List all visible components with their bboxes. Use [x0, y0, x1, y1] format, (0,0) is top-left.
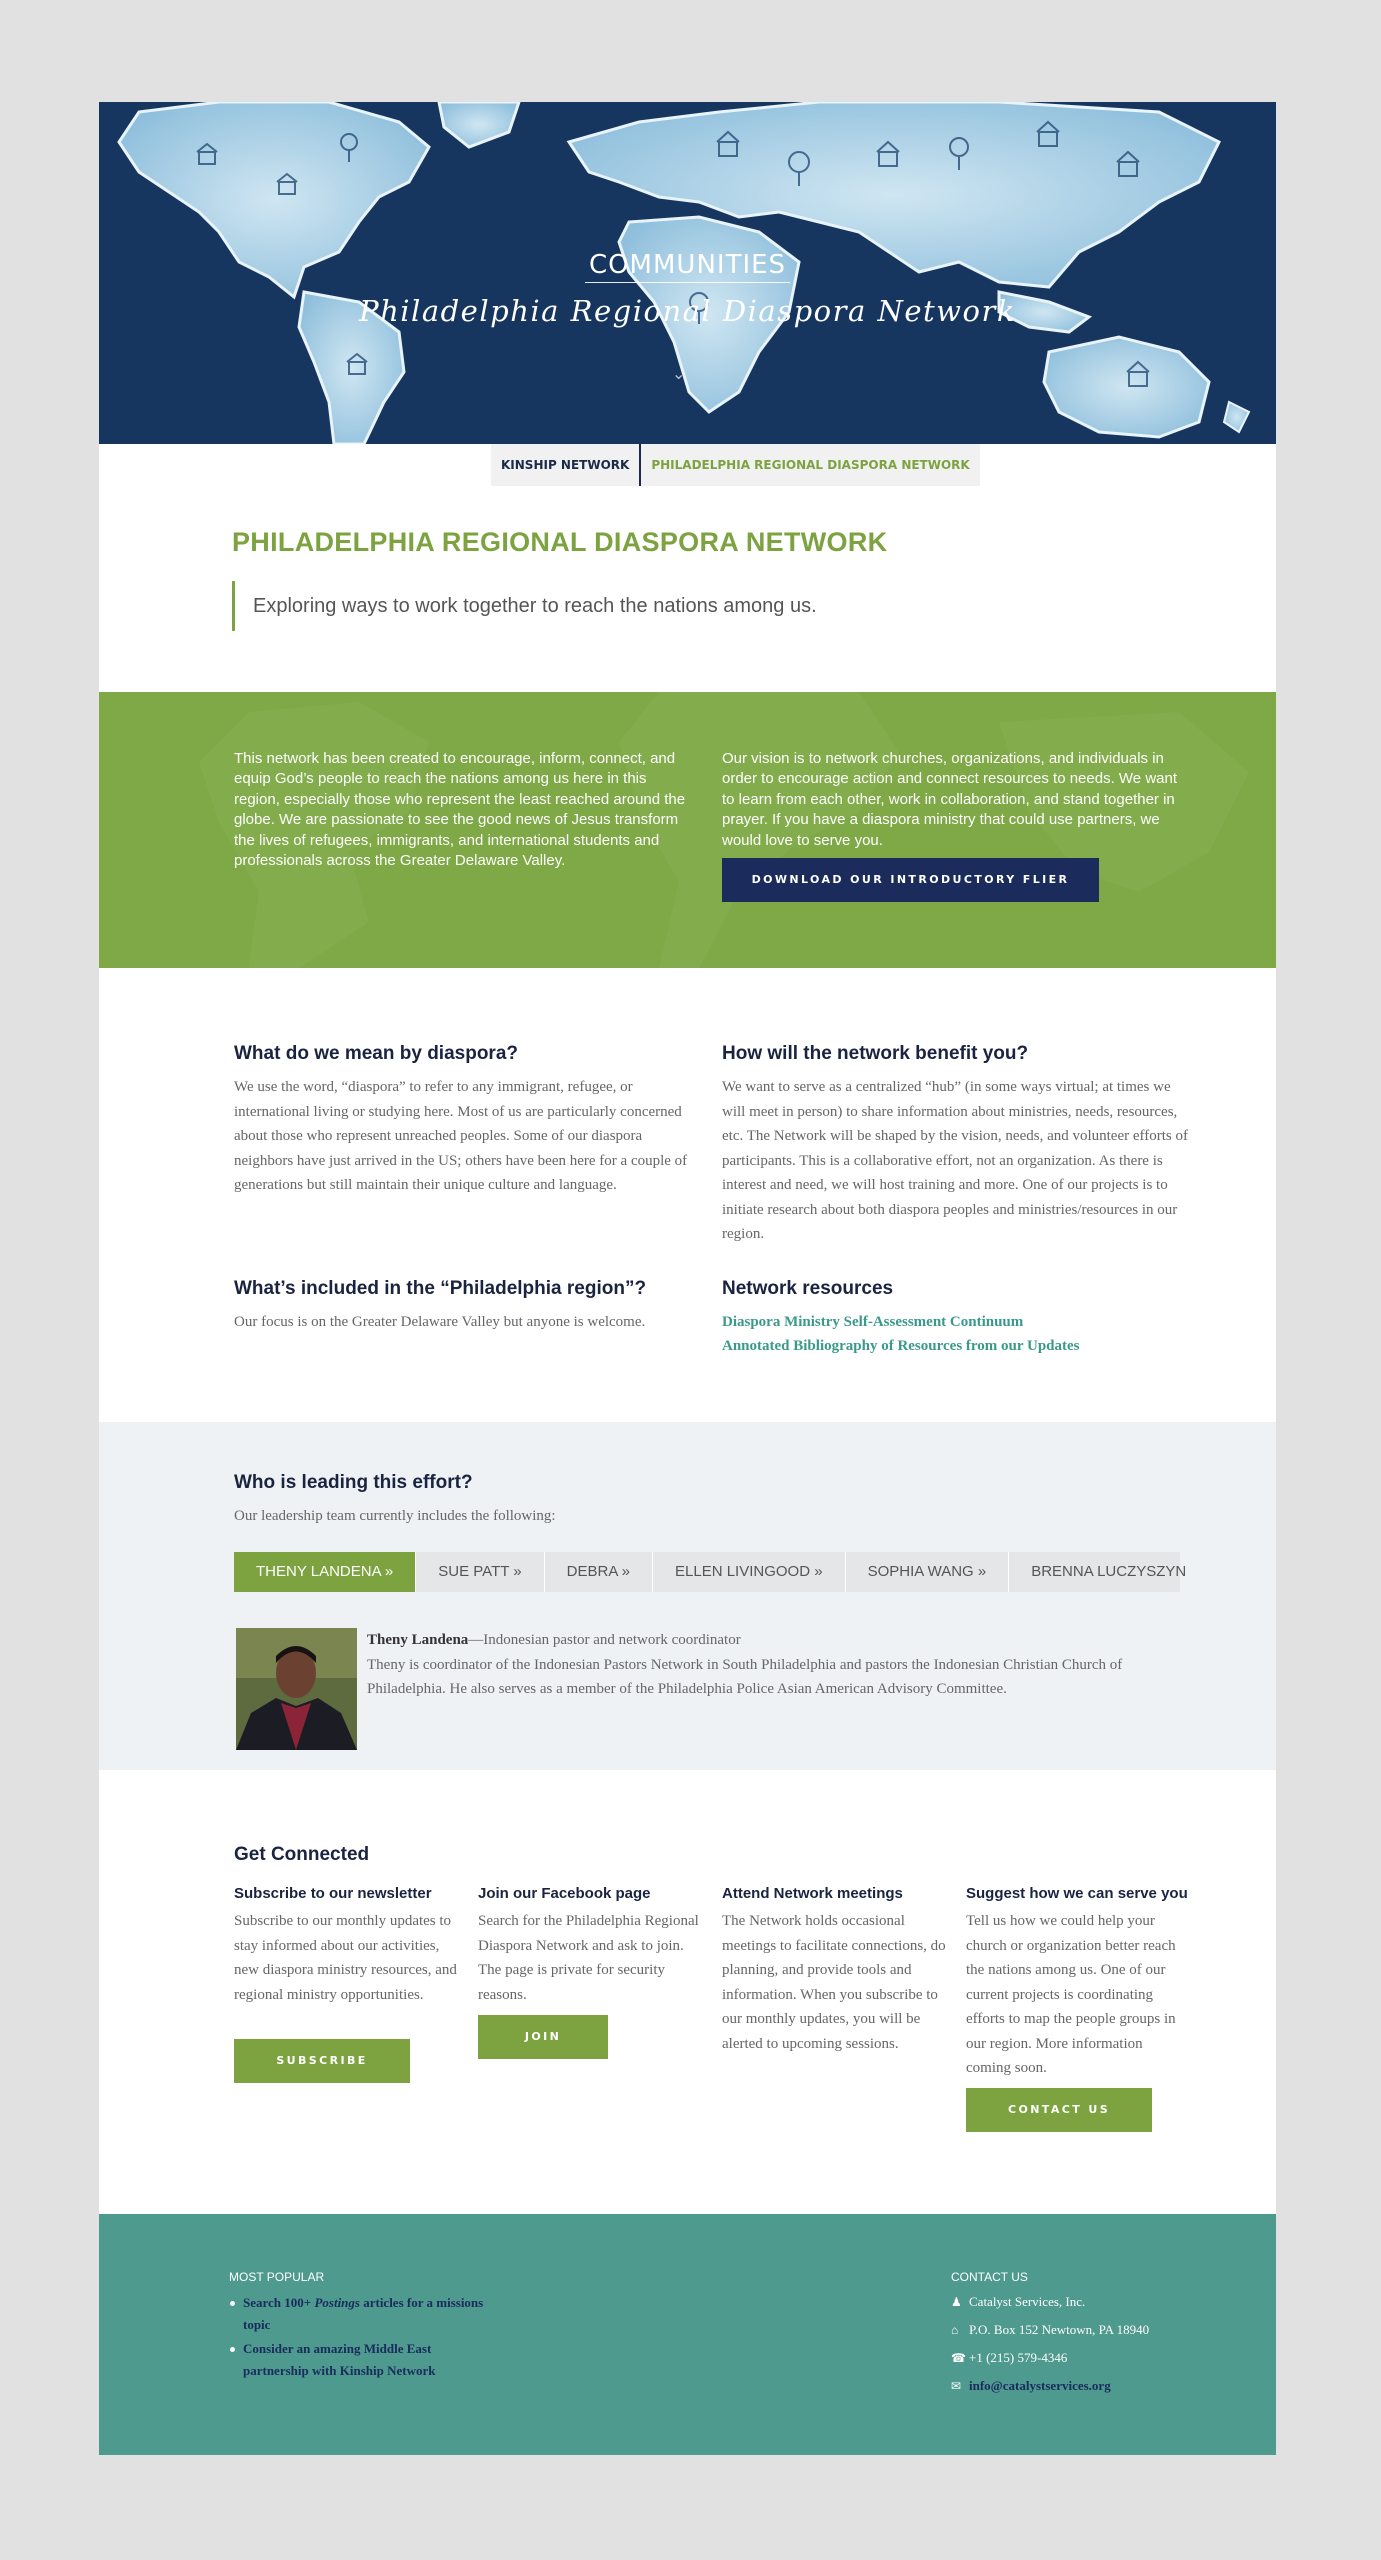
tab-sue-patt[interactable]: SUE PATT »: [416, 1552, 544, 1592]
envelope-icon: ✉: [951, 2379, 962, 2393]
most-popular-heading: MOST POPULAR: [229, 2270, 325, 2284]
facebook-body: Search for the Philadelphia Regional Diaspora Network and ask to join. The page is private for security reasons.: [478, 1913, 699, 2003]
tab-ellen-livingood[interactable]: ELLEN LIVINGOOD »: [653, 1552, 846, 1592]
faq-region-heading: What’s included in the “Philadelphia region”?: [234, 1278, 647, 1299]
meetings-body: The Network holds occasional meetings to facilitate connections, do planning, and provide tools and information. When you subscribe to our monthly updates, you will be alerted to upcoming sessions.: [722, 1913, 946, 2052]
contact-us-button[interactable]: CONTACT US: [966, 2088, 1152, 2132]
breadcrumb-kinship-network[interactable]: KINSHIP NETWORK: [491, 444, 641, 486]
suggest-body: Tell us how we could help your church or organization better reach the nations among us. One of our current projects is coordinating efforts to map the people groups in our region. More information coming soon.: [966, 1913, 1176, 2076]
faq-benefit-heading: How will the network benefit you?: [722, 1043, 1029, 1064]
leadership-section: [99, 1422, 1276, 1770]
newsletter-body: Subscribe to our monthly updates to stay informed about our activities, new diaspora ministry resources, and regional ministry opportunities.: [234, 1913, 457, 2003]
contact-email[interactable]: ✉ info@catalystservices.org: [951, 2376, 1251, 2396]
leader-photo: [236, 1628, 357, 1750]
avatar: [236, 1628, 357, 1750]
contact-company: ♟ Catalyst Services, Inc.: [951, 2292, 1251, 2312]
leader-description: Theny is coordinator of the Indonesian Pastors Network in South Philadelphia and pastors the Indonesian Christian Church of Philadelphia. He also serves as a member of the Philadelphia Police Asian American Advisory Committee.: [367, 1656, 1123, 1697]
faq-diaspora-body: We use the word, “diaspora” to refer to any immigrant, refugee, or international living or studying here. Most of us are particularly concerned about those who represent unreached peoples. Some of our diaspora neighbors have just arrived in the US; others have been here for a couple of generations but still maintain their unique culture and language.: [234, 1079, 688, 1193]
leader-name: Theny Landena: [367, 1632, 469, 1648]
faq-diaspora-heading: What do we mean by diaspora?: [234, 1043, 518, 1064]
intro-quote-text: Exploring ways to work together to reach the nations among us.: [253, 594, 817, 617]
resource-link-self-assessment[interactable]: Diaspora Ministry Self-Assessment Continuum: [722, 1314, 1024, 1330]
meetings-heading: Attend Network meetings: [722, 1885, 903, 1902]
popular-link-middle-east[interactable]: Consider an amazing Middle East partnership with Kinship Network: [229, 2338, 499, 2382]
tab-brenna-luczyszyn[interactable]: BRENNA LUCZYSZYN: [1031, 1563, 1187, 1580]
join-button[interactable]: JOIN: [478, 2015, 608, 2059]
faq-region-body: Our focus is on the Greater Delaware Valley but anyone is welcome.: [234, 1314, 646, 1330]
intro-quote: [232, 581, 817, 631]
suggest-heading: Suggest how we can serve you: [966, 1885, 1188, 1902]
home-icon: ⌂: [951, 2323, 959, 2337]
hero-kicker: COMMUNITIES: [99, 250, 1276, 283]
leadership-intro: Our leadership team currently includes the following:: [234, 1508, 556, 1524]
contact-address: ⌂ P.O. Box 152 Newtown, PA 18940: [951, 2320, 1251, 2340]
leader-tabs: [234, 1552, 1187, 1592]
tab-sophia-wang[interactable]: SOPHIA WANG »: [846, 1552, 1010, 1592]
footer: [99, 2214, 1276, 2455]
faq-benefit-body: We want to serve as a centralized “hub” (in some ways virtual; at times we will meet in person) to share information about ministries, needs, resources, etc. The Network will be shaped by the vision, needs, and volunteer efforts of participants. This is a collaborative effort, not an organization. As there is interest and need, we will host training and more. One of our projects is to initiate research about both diaspora peoples and ministries/resources in our region.: [722, 1079, 1188, 1242]
mission-right-text: Our vision is to network churches, organizations, and individuals in order to encourage action and connect resources to needs. We want to learn from each other, work in collaboration, and stand together in prayer. If you have a diaspora ministry that could use partners, we would love to serve you.: [722, 750, 1178, 849]
faq-resources-heading: Network resources: [722, 1278, 894, 1299]
contact-heading: CONTACT US: [951, 2270, 1028, 2284]
mission-left-text: This network has been created to encourage, inform, connect, and equip God’s people to reach the nations among us here in this region, especially those who represent the least reached around the globe. We are passionate to see the good news of Jesus transform the lives of refugees, immigrants, and international students and professionals across the Greater Delaware Valley.: [234, 750, 686, 870]
popular-link-postings[interactable]: Search 100+ Postings articles for a missions topic: [229, 2292, 499, 2336]
user-icon: ♟: [951, 2295, 962, 2309]
page-title: PHILADELPHIA REGIONAL DIASPORA NETWORK: [232, 527, 888, 557]
download-flier-button[interactable]: DOWNLOAD OUR INTRODUCTORY FLIER: [722, 858, 1099, 902]
chevron-down-icon[interactable]: ⌄: [672, 364, 686, 383]
hero-title: Philadelphia Regional Diaspora Network: [359, 294, 1016, 328]
subscribe-button[interactable]: SUBSCRIBE: [234, 2039, 410, 2083]
breadcrumb-current-page: PHILADELPHIA REGIONAL DIASPORA NETWORK: [641, 444, 979, 486]
tab-debra[interactable]: DEBRA »: [545, 1552, 653, 1592]
contact-phone: ☎ +1 (215) 579-4346: [951, 2348, 1251, 2368]
mission-band: [99, 692, 1276, 968]
leader-role: —Indonesian pastor and network coordinator: [468, 1632, 741, 1648]
phone-icon: ☎: [951, 2351, 966, 2365]
facebook-heading: Join our Facebook page: [478, 1885, 651, 1902]
newsletter-heading: Subscribe to our newsletter: [234, 1885, 432, 1902]
breadcrumb: [491, 444, 980, 486]
leadership-heading: Who is leading this effort?: [234, 1472, 473, 1493]
leader-bio: [367, 1628, 1197, 1702]
tab-theny-landena[interactable]: THENY LANDENA »: [234, 1552, 416, 1592]
most-popular-list: [229, 2292, 499, 2384]
page: [99, 102, 1276, 2455]
get-connected-heading: Get Connected: [234, 1844, 370, 1865]
hero-banner: [99, 102, 1276, 444]
resource-link-bibliography[interactable]: Annotated Bibliography of Resources from our Updates: [722, 1338, 1080, 1354]
